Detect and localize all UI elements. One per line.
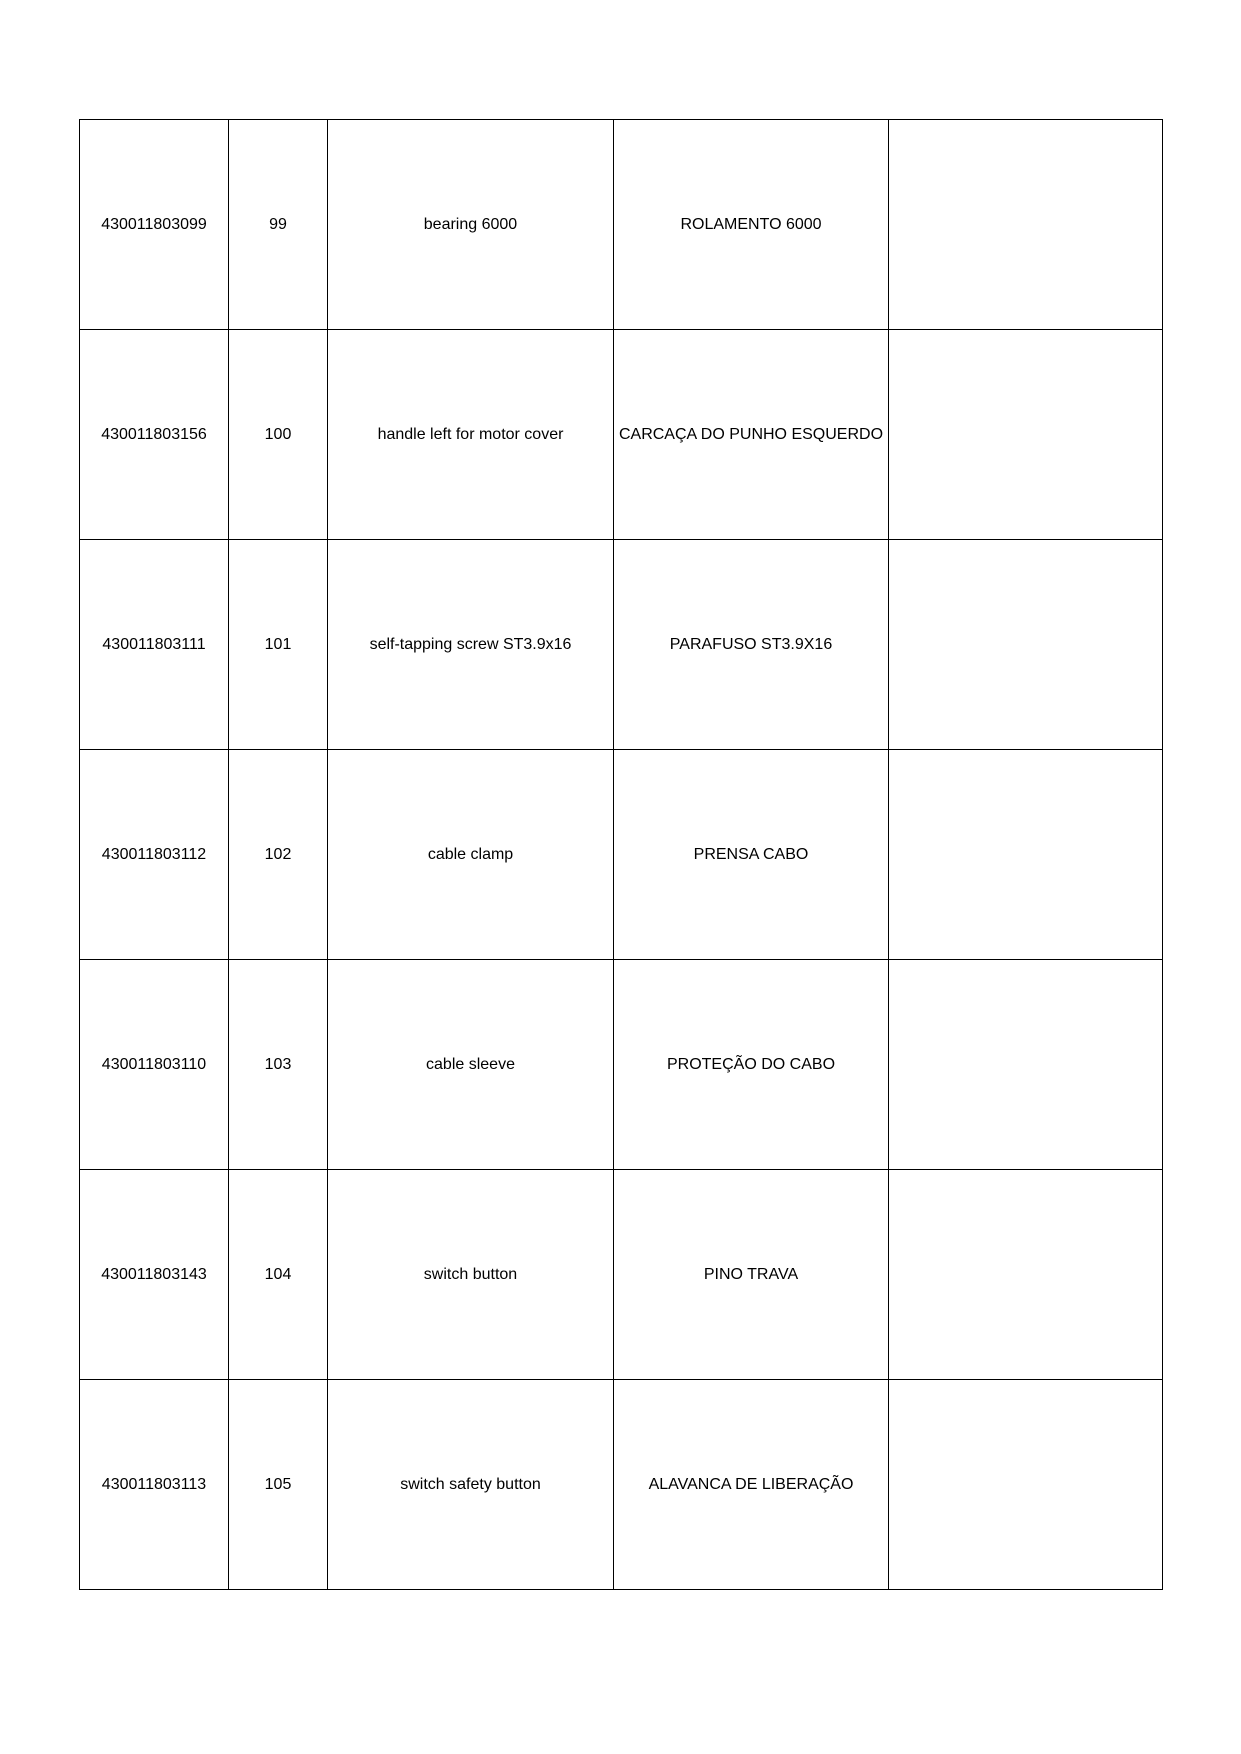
part-code-cell: 430011803113 — [80, 1380, 229, 1590]
empty-note-cell — [889, 750, 1163, 960]
empty-note-cell — [889, 1170, 1163, 1380]
parts-table — [79, 119, 1163, 1590]
position-number-cell: 100 — [229, 330, 328, 540]
portuguese-description-cell: PRENSA CABO — [614, 750, 889, 960]
position-number-cell: 99 — [229, 120, 328, 330]
position-number-cell: 102 — [229, 750, 328, 960]
english-description-cell: switch button — [328, 1170, 614, 1380]
english-description-cell: switch safety button — [328, 1380, 614, 1590]
empty-note-cell — [889, 330, 1163, 540]
empty-note-cell — [889, 960, 1163, 1170]
portuguese-description-cell: CARCAÇA DO PUNHO ESQUERDO — [614, 330, 889, 540]
portuguese-description-cell: PARAFUSO ST3.9X16 — [614, 540, 889, 750]
portuguese-description-cell: ROLAMENTO 6000 — [614, 120, 889, 330]
part-code-cell: 430011803156 — [80, 330, 229, 540]
english-description-cell: handle left for motor cover — [328, 330, 614, 540]
english-description-cell: bearing 6000 — [328, 120, 614, 330]
table-row — [80, 120, 1163, 330]
portuguese-description-cell: PINO TRAVA — [614, 1170, 889, 1380]
part-code-cell: 430011803143 — [80, 1170, 229, 1380]
empty-note-cell — [889, 1380, 1163, 1590]
position-number-cell: 105 — [229, 1380, 328, 1590]
table-row — [80, 750, 1163, 960]
empty-note-cell — [889, 540, 1163, 750]
table-row — [80, 330, 1163, 540]
table-row — [80, 540, 1163, 750]
position-number-cell: 104 — [229, 1170, 328, 1380]
english-description-cell: cable clamp — [328, 750, 614, 960]
part-code-cell: 430011803110 — [80, 960, 229, 1170]
table-row — [80, 1170, 1163, 1380]
table-row — [80, 960, 1163, 1170]
empty-note-cell — [889, 120, 1163, 330]
english-description-cell: cable sleeve — [328, 960, 614, 1170]
portuguese-description-cell: PROTEÇÃO DO CABO — [614, 960, 889, 1170]
table-row — [80, 1380, 1163, 1590]
portuguese-description-cell: ALAVANCA DE LIBERAÇÃO — [614, 1380, 889, 1590]
part-code-cell: 430011803112 — [80, 750, 229, 960]
part-code-cell: 430011803111 — [80, 540, 229, 750]
part-code-cell: 430011803099 — [80, 120, 229, 330]
english-description-cell: self-tapping screw ST3.9x16 — [328, 540, 614, 750]
position-number-cell: 101 — [229, 540, 328, 750]
position-number-cell: 103 — [229, 960, 328, 1170]
